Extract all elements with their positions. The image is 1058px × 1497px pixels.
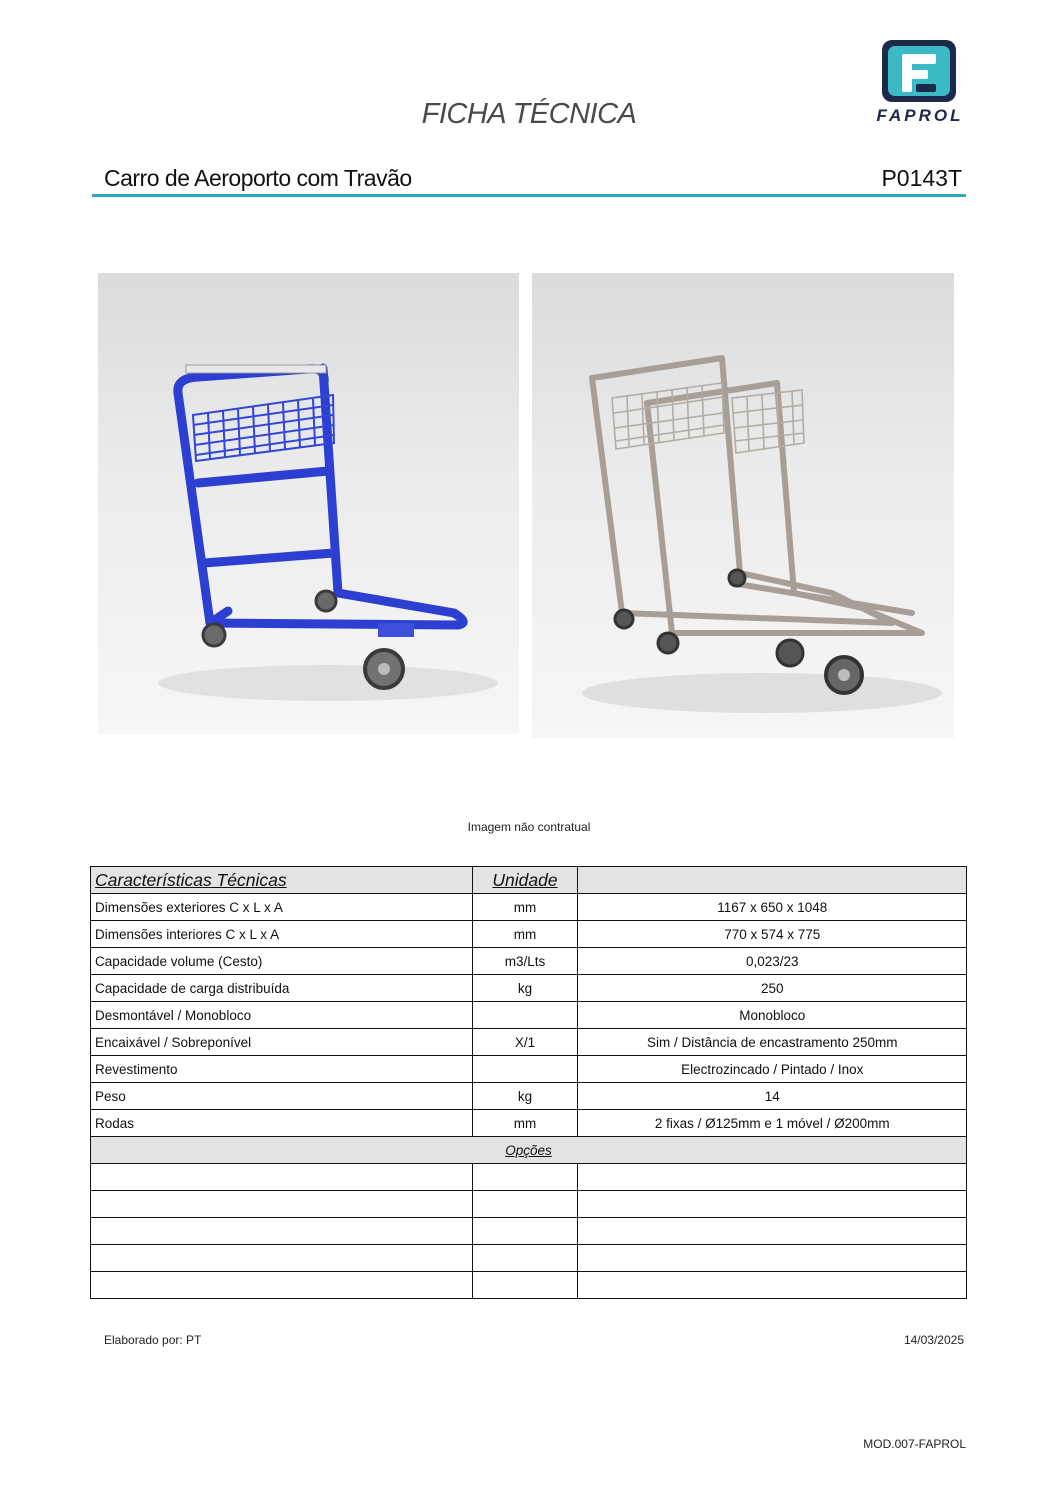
spec-unit: kg: [472, 1083, 578, 1110]
faprol-logo: [870, 38, 970, 130]
spec-unit: [472, 1002, 578, 1029]
specs-table: [90, 866, 967, 1299]
product-image-stainless-trolleys: [532, 273, 954, 738]
options-header-row: [91, 1137, 967, 1164]
table-row: [91, 1056, 967, 1083]
product-header: [92, 160, 966, 198]
spec-unit: mm: [472, 921, 578, 948]
header-value: [578, 867, 967, 894]
spec-unit: m3/Lts: [472, 948, 578, 975]
spec-value: 250: [578, 975, 967, 1002]
spec-value: Electrozincado / Pintado / Inox: [578, 1056, 967, 1083]
prepared-by: Elaborado por: PT: [104, 1333, 202, 1347]
spec-label: Revestimento: [91, 1056, 473, 1083]
empty-option-row: [91, 1164, 967, 1191]
product-code: P0143T: [881, 165, 962, 191]
spec-value: 770 x 574 x 775: [578, 921, 967, 948]
title-divider: [92, 194, 966, 197]
table-row: [91, 1110, 967, 1137]
table-row: [91, 1083, 967, 1110]
spec-label: Desmontável / Monobloco: [91, 1002, 473, 1029]
spec-value: 0,023/23: [578, 948, 967, 975]
header-characteristics: Características Técnicas: [91, 867, 473, 894]
blue-trolley-illustration: [98, 273, 519, 734]
spec-unit: X/1: [472, 1029, 578, 1056]
product-name: Carro de Aeroporto com Travão: [104, 165, 412, 191]
specs-table-header: [91, 867, 967, 894]
product-image-blue-trolley: [98, 273, 519, 734]
spec-unit: mm: [472, 894, 578, 921]
table-row: [91, 894, 967, 921]
image-caption: Imagem não contratual: [467, 820, 591, 834]
spec-value: 14: [578, 1083, 967, 1110]
spec-label: Capacidade volume (Cesto): [91, 948, 473, 975]
spec-label: Dimensões interiores C x L x A: [91, 921, 473, 948]
spec-unit: [472, 1056, 578, 1083]
spec-value: 2 fixas / Ø125mm e 1 móvel / Ø200mm: [578, 1110, 967, 1137]
options-header: Opções: [91, 1137, 967, 1164]
empty-option-row: [91, 1218, 967, 1245]
spec-unit: mm: [472, 1110, 578, 1137]
spec-label: Peso: [91, 1083, 473, 1110]
table-row: [91, 948, 967, 975]
empty-option-row: [91, 1191, 967, 1218]
table-row: [91, 1002, 967, 1029]
page-title: FICHA TÉCNICA: [421, 98, 637, 130]
empty-option-row: [91, 1272, 967, 1299]
stainless-trolleys-illustration: [532, 273, 954, 738]
spec-label: Encaixável / Sobreponível: [91, 1029, 473, 1056]
table-row: [91, 975, 967, 1002]
table-row: [91, 1029, 967, 1056]
document-date: 14/03/2025: [903, 1333, 964, 1347]
spec-value: Monobloco: [578, 1002, 967, 1029]
faprol-logo-icon: [882, 40, 956, 102]
spec-label: Capacidade de carga distribuída: [91, 975, 473, 1002]
header-unit: Unidade: [472, 867, 578, 894]
spec-label: Rodas: [91, 1110, 473, 1137]
spec-value: 1167 x 650 x 1048: [578, 894, 967, 921]
table-row: [91, 921, 967, 948]
spec-unit: kg: [472, 975, 578, 1002]
model-code: MOD.007-FAPROL: [863, 1437, 966, 1451]
spec-value: Sim / Distância de encastramento 250mm: [578, 1029, 967, 1056]
empty-option-row: [91, 1245, 967, 1272]
brand-name: FAPROL: [876, 106, 964, 125]
spec-label: Dimensões exteriores C x L x A: [91, 894, 473, 921]
